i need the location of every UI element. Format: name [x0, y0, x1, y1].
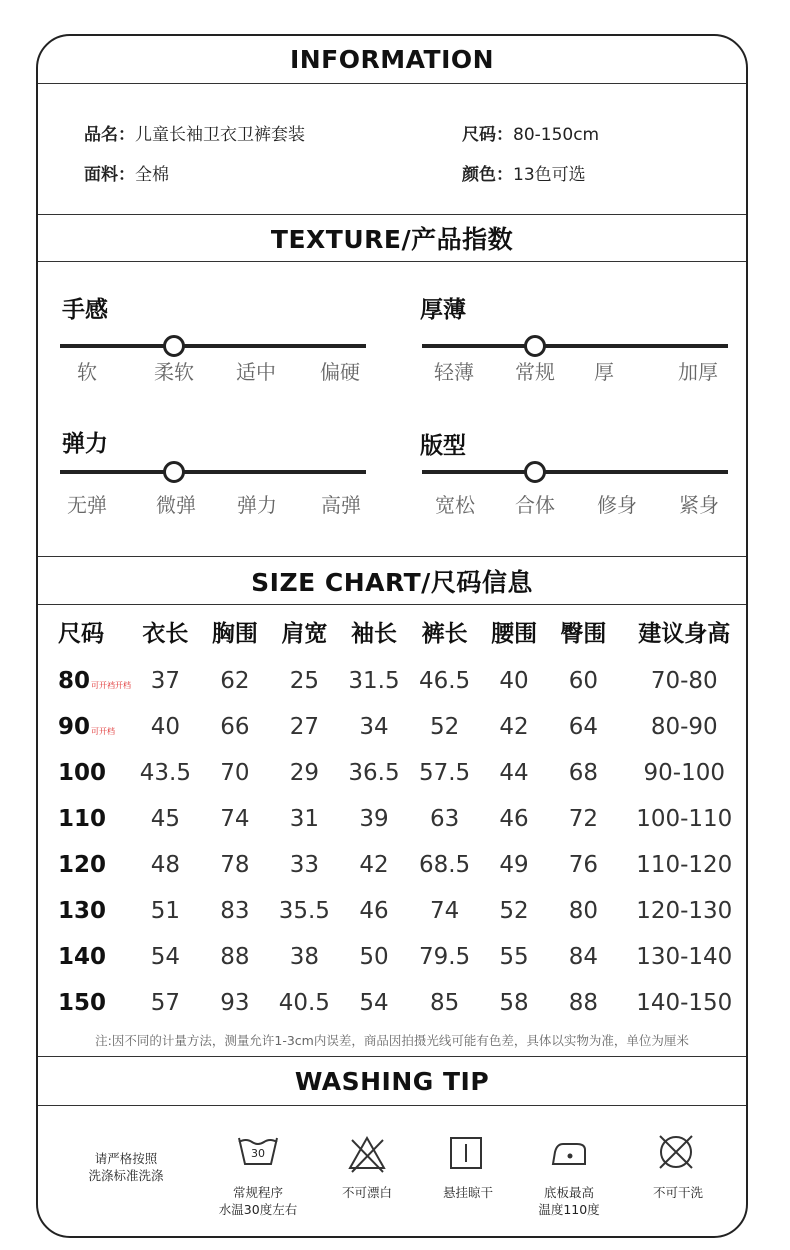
size-chart-title: SIZE CHART/尺码信息 — [251, 567, 533, 597]
size-table-cell: 25 — [289, 668, 319, 694]
size-table-cell: 38 — [289, 944, 319, 970]
size-table-header: 裤长 — [421, 620, 468, 647]
product-color — [462, 160, 586, 185]
size-table-cell: 100-110 — [636, 806, 733, 832]
size-table-cell: 42 — [359, 852, 389, 878]
size-table-cell: 130-140 — [636, 944, 733, 970]
washing-title: WASHING TIP — [294, 1066, 490, 1096]
size-note: 可开档 — [91, 727, 116, 736]
texture-thickness-title: 厚薄 — [420, 297, 466, 323]
texture-fit-title: 版型 — [420, 433, 466, 459]
information-title: INFORMATION — [289, 45, 495, 74]
size-table-cell: 48 — [150, 852, 181, 878]
size-table-cell: 31.5 — [348, 668, 400, 694]
product-size-label: 尺码： — [462, 125, 513, 145]
wash-30-label-line: 常规程序 — [232, 1185, 283, 1200]
texture-thickness-tick: 常规 — [515, 360, 555, 384]
size-table-cell: 46 — [499, 806, 529, 832]
size-table-cell: 36.5 — [348, 760, 400, 786]
texture-feel-title: 手感 — [62, 297, 108, 323]
texture-feel-tick: 适中 — [236, 360, 276, 384]
product-fabric-label: 面料： — [84, 165, 135, 185]
size-table-cell: 88 — [220, 944, 250, 970]
wash-30-icon — [236, 1134, 280, 1170]
iron-110-label-line: 底板最高 — [543, 1185, 595, 1200]
size-value: 110 — [58, 806, 107, 832]
size-table-cell: 46 — [359, 898, 389, 924]
size-table-cell: 42 — [499, 714, 529, 740]
wash-30-label-line: 水温30度左右 — [218, 1202, 298, 1217]
product-color-value: 13色可选 — [513, 165, 586, 185]
size-table-cell: 84 — [568, 944, 598, 970]
size-cell — [38, 888, 131, 934]
product-fabric-value: 全棉 — [135, 165, 169, 185]
size-footnote: 注:因不同的计量方法，测量允许1-3cm内误差，商品因拍摄光线可能有色差，具体以实物为准，单位为厘米 — [95, 1033, 689, 1048]
size-table-cell: 52 — [429, 714, 460, 740]
size-table-cell: 120-130 — [636, 898, 733, 924]
size-table-row — [38, 980, 748, 1026]
product-name — [84, 120, 305, 145]
size-cell — [38, 796, 131, 842]
size-table-cell: 46.5 — [418, 668, 471, 694]
size-table-cell: 60 — [568, 668, 598, 694]
texture-elasticity-knob — [163, 461, 185, 483]
size-table-header: 腰围 — [491, 620, 538, 647]
size-table-header: 肩宽 — [281, 620, 328, 647]
product-color-label: 颜色： — [462, 165, 513, 185]
size-table-cell: 80-90 — [650, 714, 718, 740]
size-table-row — [38, 888, 748, 934]
texture-elasticity-tick: 无弹 — [67, 493, 107, 517]
size-table-header: 尺码 — [58, 620, 104, 647]
size-table-cell: 33 — [289, 852, 319, 878]
size-table-row — [38, 750, 748, 796]
product-size-value: 80-150cm — [513, 125, 600, 145]
no-dry-clean-label — [653, 1184, 703, 1201]
size-table-row — [38, 796, 748, 842]
size-table-cell: 62 — [220, 668, 250, 694]
size-table-cell: 90-100 — [643, 760, 725, 786]
no-dry-clean-label-line: 不可干洗 — [652, 1185, 704, 1200]
size-table-header: 臀围 — [560, 620, 607, 647]
size-table-cell: 66 — [220, 714, 250, 740]
size-table-row — [38, 658, 748, 704]
line-dry-label — [443, 1184, 493, 1201]
size-table-cell: 83 — [220, 898, 250, 924]
size-table-cell: 39 — [359, 806, 389, 832]
texture-thickness-knob — [524, 335, 546, 357]
texture-fit-tick: 修身 — [597, 493, 637, 517]
iron-110-label — [538, 1184, 599, 1218]
texture-elasticity-slider — [60, 470, 366, 474]
size-table-cell: 44 — [499, 760, 529, 786]
size-cell — [38, 750, 131, 796]
size-value: 130 — [58, 898, 107, 924]
texture-elasticity-title: 弹力 — [62, 431, 108, 457]
texture-elasticity-tick: 高弹 — [321, 493, 361, 517]
size-table-row — [38, 704, 748, 750]
washing-intro-line: 请严格按照 — [94, 1151, 158, 1166]
product-name-label: 品名： — [84, 125, 135, 145]
size-table-cell: 43.5 — [139, 760, 191, 786]
size-cell — [38, 704, 131, 750]
size-table-header: 建议身高 — [638, 620, 731, 647]
product-name-value: 儿童长袖卫衣卫裤套装 — [135, 125, 305, 145]
size-cell — [38, 934, 131, 980]
size-table-cell: 68 — [568, 760, 598, 786]
size-value: 120 — [58, 852, 107, 878]
size-table-cell: 70 — [220, 760, 250, 786]
no-bleach-label — [342, 1184, 392, 1201]
no-bleach-icon — [347, 1134, 387, 1174]
size-table-cell: 52 — [499, 898, 529, 924]
texture-fit-knob — [524, 461, 546, 483]
size-table-cell: 45 — [150, 806, 181, 832]
texture-feel-tick: 柔软 — [154, 360, 194, 384]
size-table-cell: 57.5 — [418, 760, 471, 786]
size-table-cell: 57 — [150, 990, 181, 1016]
size-table-cell: 50 — [359, 944, 389, 970]
iron-110-icon — [549, 1140, 589, 1168]
washing-intro-line: 洗涤标准洗涤 — [88, 1168, 164, 1183]
size-value: 80 — [58, 668, 91, 694]
texture-feel-tick: 软 — [77, 360, 97, 384]
size-table-header-row — [38, 604, 748, 658]
line-dry-icon — [449, 1136, 483, 1170]
size-table-cell: 72 — [568, 806, 598, 832]
size-table-cell: 27 — [289, 714, 319, 740]
texture-fit-tick: 紧身 — [679, 493, 719, 517]
size-table-cell: 74 — [220, 806, 250, 832]
texture-elasticity-tick: 微弹 — [156, 493, 196, 517]
size-cell — [38, 842, 131, 888]
iron-110-label-line: 温度110度 — [538, 1202, 600, 1217]
size-chart-header — [38, 556, 746, 605]
washing-header — [38, 1056, 746, 1106]
size-value: 150 — [58, 990, 107, 1016]
size-table-cell: 140-150 — [636, 990, 733, 1016]
size-table-cell: 35.5 — [278, 898, 330, 924]
size-table-cell: 79.5 — [418, 944, 471, 970]
size-table-cell: 64 — [568, 714, 598, 740]
size-table-cell: 88 — [568, 990, 598, 1016]
size-value: 90 — [58, 714, 91, 740]
product-fabric — [84, 160, 169, 185]
size-table — [38, 604, 748, 1026]
size-table-cell: 63 — [429, 806, 460, 832]
size-table-row — [38, 842, 748, 888]
size-value: 140 — [58, 944, 107, 970]
information-header — [38, 36, 746, 84]
size-cell — [38, 980, 131, 1026]
size-table-cell: 110-120 — [636, 852, 733, 878]
size-table-cell: 93 — [220, 990, 250, 1016]
size-table-cell: 76 — [568, 852, 598, 878]
texture-thickness-tick: 加厚 — [678, 360, 718, 384]
washing-intro — [88, 1150, 163, 1184]
texture-fit-tick: 合体 — [515, 493, 555, 517]
size-table-cell: 85 — [429, 990, 460, 1016]
product-size — [462, 120, 599, 145]
size-table-cell: 78 — [220, 852, 250, 878]
size-table-cell: 29 — [289, 760, 319, 786]
texture-thickness-tick: 轻薄 — [434, 360, 474, 384]
texture-fit-slider — [422, 470, 728, 474]
size-value: 100 — [58, 760, 107, 786]
texture-thickness-tick: 厚 — [594, 360, 614, 384]
size-table-cell: 70-80 — [650, 668, 718, 694]
wash-30-label — [219, 1184, 297, 1218]
size-table-header: 袖长 — [350, 620, 397, 647]
size-table-cell: 31 — [289, 806, 319, 832]
size-table-cell: 37 — [150, 668, 181, 694]
texture-feel-knob — [163, 335, 185, 357]
texture-title: TEXTURE/产品指数 — [270, 225, 514, 254]
line-dry-label-line: 悬挂晾干 — [442, 1185, 494, 1200]
size-table-cell: 58 — [499, 990, 529, 1016]
size-table-row — [38, 934, 748, 980]
texture-thickness-slider — [422, 344, 728, 348]
size-cell — [38, 658, 131, 704]
info-card — [36, 34, 748, 1238]
size-table-cell: 49 — [499, 852, 529, 878]
no-bleach-label-line: 不可漂白 — [341, 1185, 393, 1200]
size-table-cell: 54 — [150, 944, 181, 970]
texture-fit-tick: 宽松 — [435, 493, 475, 517]
size-table-cell: 80 — [568, 898, 598, 924]
size-note: 可开裆开档 — [91, 681, 132, 690]
size-table-cell: 68.5 — [418, 852, 471, 878]
size-table-cell: 51 — [150, 898, 181, 924]
size-table-cell: 40.5 — [278, 990, 330, 1016]
size-table-cell: 55 — [499, 944, 529, 970]
texture-feel-slider — [60, 344, 366, 348]
size-table-cell: 40 — [499, 668, 529, 694]
size-table-cell: 40 — [150, 714, 181, 740]
size-table-cell: 34 — [359, 714, 389, 740]
size-table-header: 衣长 — [142, 620, 189, 647]
texture-elasticity-tick: 弹力 — [237, 493, 277, 517]
texture-feel-tick: 偏硬 — [320, 360, 360, 384]
no-dry-clean-icon — [656, 1132, 696, 1172]
size-table-cell: 74 — [429, 898, 460, 924]
wash-30-badge: 30 — [251, 1147, 265, 1160]
texture-header — [38, 214, 746, 262]
size-table-body — [38, 658, 748, 1026]
size-table-cell: 54 — [359, 990, 389, 1016]
size-table-header: 胸围 — [211, 620, 258, 647]
